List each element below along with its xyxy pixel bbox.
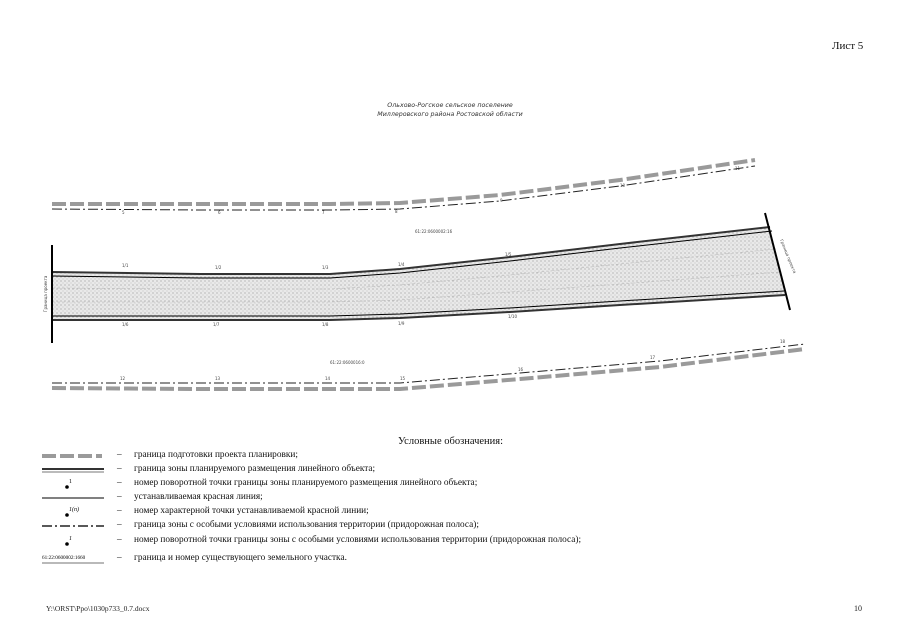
- roadside-zone-symbol: [40, 520, 110, 534]
- legend-item-text: граница зоны с особыми условиями использования территории (придорожная полоса);: [134, 520, 479, 530]
- road-point-label: 13: [215, 376, 221, 381]
- legend-row: [40, 535, 860, 549]
- road-point-label: 18: [780, 339, 786, 344]
- red-point-label: 1/1: [122, 263, 129, 268]
- land-parcel-symbol: [40, 553, 110, 567]
- legend-dash: –: [117, 553, 122, 563]
- legend-row: [40, 464, 860, 478]
- road-point-label: 15: [400, 376, 406, 381]
- road-point-label: 6: [218, 210, 221, 215]
- legend-row: [40, 478, 860, 492]
- legend-row: [40, 450, 860, 464]
- legend-dash: –: [117, 478, 122, 488]
- road-point-label: 14: [325, 376, 331, 381]
- turning-point-symbol: [40, 478, 110, 492]
- footer-file-path: Y:\ORST\Ppo\1030p733_0.7.docx: [46, 604, 150, 613]
- legend-item-text: номер поворотной точки границы зоны с особыми условиями использования территории (придорожная полоса);: [134, 535, 582, 545]
- point-number: 1: [69, 479, 72, 485]
- road-point-label: 7: [322, 210, 325, 215]
- red-point-label: 1/8: [322, 322, 329, 327]
- map-title-line2: Миллеровского района Ростовской области: [377, 111, 523, 118]
- red-point-label: 1/9: [398, 321, 405, 326]
- road-point-label: 9: [500, 198, 503, 203]
- legend-row: [40, 492, 860, 506]
- right-end-label: Граница проекта: [779, 238, 798, 275]
- point-number: 1(п): [69, 507, 79, 513]
- corridor-boundary-symbol: [40, 464, 110, 478]
- road-point-label: 12: [120, 376, 126, 381]
- parcel-number: 61:22:0600002:1660: [42, 555, 86, 561]
- legend-dash: –: [117, 520, 122, 530]
- road-point-label: 8: [395, 209, 398, 214]
- legend-dash: –: [117, 464, 122, 474]
- legend-dash: –: [117, 492, 122, 502]
- legend-item-text: устанавливаемая красная линия;: [134, 492, 263, 502]
- legend-row: [40, 553, 860, 567]
- legend-title: Условные обозначения:: [398, 436, 504, 447]
- map-title-line1: Ольхово-Рогское сельское поселение: [387, 102, 513, 109]
- red-point-label: 1/5: [505, 252, 512, 257]
- legend-row: [40, 520, 860, 534]
- point-number: 1: [69, 536, 72, 542]
- legend-item-text: граница зоны планируемого размещения линейного объекта;: [134, 464, 376, 474]
- legend-dash: –: [117, 535, 122, 545]
- red-point-label: 1/7: [213, 322, 220, 327]
- red-line-point-symbol: [40, 506, 110, 520]
- red-point-label: 1/4: [398, 262, 405, 267]
- parcel-label-top: 61:22:0600002:16: [415, 229, 453, 234]
- red-point-label: 1/3: [322, 265, 329, 270]
- footer-page-number: 10: [854, 604, 862, 613]
- parcel-label-bottom: 61:22:0600016:0: [330, 360, 365, 365]
- road-point-label: 5: [122, 210, 125, 215]
- road-point-label: 16: [518, 367, 524, 372]
- legend-item-text: граница и номер существующего земельного участка.: [134, 553, 347, 563]
- left-end-label: Граница проекта: [43, 275, 48, 312]
- legend-row: [40, 506, 860, 520]
- road-point-label: 10: [620, 183, 626, 188]
- sheet-label: Лист 5: [832, 40, 864, 52]
- roadside-point-symbol: [40, 535, 110, 549]
- red-point-label: 1/10: [508, 314, 517, 319]
- legend-item-text: номер характерной точки устанавливаемой красной линии;: [134, 506, 369, 516]
- red-point-label: 1/2: [215, 265, 222, 270]
- red-point-label: 1/6: [122, 322, 129, 327]
- road-point-label: 11: [735, 166, 741, 171]
- legend-dash: –: [117, 506, 122, 516]
- red-line-symbol: [40, 492, 110, 506]
- project-boundary-symbol: [40, 450, 110, 464]
- legend-item-text: граница подготовки проекта планировки;: [134, 450, 298, 460]
- legend-dash: –: [117, 450, 122, 460]
- road-point-label: 17: [650, 355, 656, 360]
- legend-item-text: номер поворотной точки границы зоны планируемого размещения линейного объекта;: [134, 478, 478, 488]
